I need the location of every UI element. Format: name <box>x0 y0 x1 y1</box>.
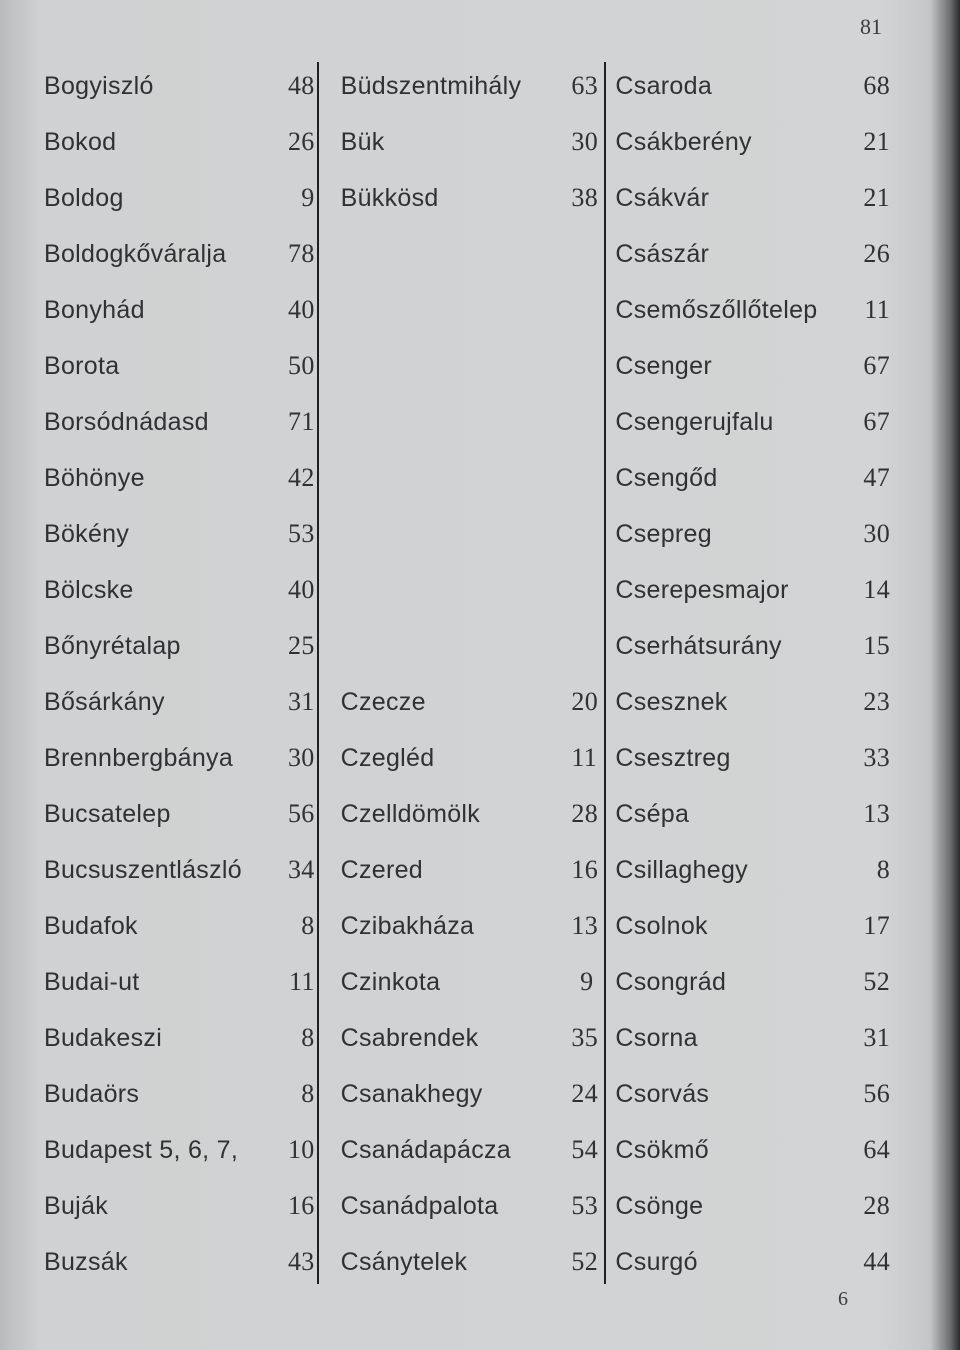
page-ref: 43 <box>288 1247 315 1276</box>
place-name: Bőnyrétalap <box>44 631 181 660</box>
page-ref: 24 <box>571 1079 599 1108</box>
place-name: Csabrendek <box>340 1023 479 1052</box>
place-name: Bökény <box>44 519 130 548</box>
page-ref: 42 <box>288 463 315 492</box>
place-name: Büdszentmihály <box>340 71 522 100</box>
page-ref: 15 <box>863 631 890 660</box>
page-ref: 31 <box>288 687 315 716</box>
place-name: Boldogkőváralja <box>44 239 227 268</box>
page-ref: 33 <box>863 743 891 772</box>
page-ref: 64 <box>863 1135 891 1164</box>
index-row <box>44 338 890 394</box>
place-name: Cserhátsurány <box>615 631 782 660</box>
page-ref: 9 <box>301 183 315 212</box>
index-row <box>44 1122 890 1178</box>
page-ref: 56 <box>863 1079 891 1108</box>
page-ref: 78 <box>288 239 315 268</box>
place-name: Boldog <box>44 183 124 212</box>
place-name: Böhönye <box>44 463 145 492</box>
index-row <box>44 58 890 114</box>
place-name: Csökmő <box>615 1135 709 1164</box>
place-name: Czibakháza <box>340 911 475 940</box>
page-ref: 26 <box>863 239 890 268</box>
index-row <box>44 730 890 786</box>
place-name: Csengerujfalu <box>615 407 774 436</box>
place-name: Bucsatelep <box>44 799 171 828</box>
page-ref: 30 <box>288 743 315 772</box>
place-name: Bucsuszentlászló <box>44 855 242 884</box>
page-ref: 50 <box>288 351 315 380</box>
page-ref: 44 <box>863 1247 891 1276</box>
place-name: Borota <box>44 351 120 380</box>
page-ref: 68 <box>863 71 891 100</box>
page-ref: 8 <box>876 855 891 884</box>
place-name: Bogyiszló <box>44 71 154 100</box>
page-ref: 21 <box>863 127 891 156</box>
place-name: Csönge <box>615 1191 704 1220</box>
place-name: Csenger <box>615 351 712 380</box>
place-name: Csanádapácza <box>340 1135 511 1164</box>
page-ref: 23 <box>863 687 891 716</box>
page-ref: 26 <box>288 127 315 156</box>
page-ref: 71 <box>288 407 315 436</box>
place-name: Budai-ut <box>44 967 140 996</box>
signature-mark: 6 <box>838 1288 848 1310</box>
place-name: Buják <box>44 1191 109 1220</box>
page-number: 81 <box>860 14 882 39</box>
place-name: Császár <box>615 239 710 268</box>
page-ref: 11 <box>571 743 598 772</box>
place-name: Csanádpalota <box>340 1191 499 1220</box>
place-name: Bonyhád <box>44 295 145 324</box>
index-row <box>44 562 890 618</box>
page-ref: 52 <box>571 1247 599 1276</box>
page-ref: 14 <box>863 575 890 604</box>
place-name: Csesznek <box>615 687 728 716</box>
index-row <box>44 226 890 282</box>
page-ref: 28 <box>863 1191 891 1220</box>
page-ref: 13 <box>571 911 599 940</box>
page-ref: 28 <box>571 799 599 828</box>
place-name: Budapest 5, 6, 7, <box>44 1135 239 1164</box>
page-ref: 30 <box>571 127 599 156</box>
page-ref: 40 <box>288 295 315 324</box>
page-ref: 11 <box>864 295 890 324</box>
place-index-table <box>44 58 890 1290</box>
page-ref: 53 <box>571 1191 599 1220</box>
page-ref: 47 <box>863 463 890 492</box>
page-ref: 30 <box>863 519 890 548</box>
page-ref: 16 <box>571 855 599 884</box>
place-name: Bokod <box>44 127 117 156</box>
page-ref: 8 <box>301 911 315 940</box>
index-row <box>44 170 890 226</box>
place-name: Csesztreg <box>615 743 731 772</box>
page-ref: 35 <box>571 1023 599 1052</box>
place-name: Budaörs <box>44 1079 140 1108</box>
index-row <box>44 842 890 898</box>
page-ref: 8 <box>301 1079 315 1108</box>
page-ref: 56 <box>288 799 315 828</box>
place-name: Csánytelek <box>340 1247 468 1276</box>
place-name: Cserepesmajor <box>615 575 789 604</box>
page-ref: 16 <box>288 1191 315 1220</box>
place-name: Czelldömölk <box>340 799 481 828</box>
page-ref: 53 <box>288 519 315 548</box>
place-name: Csákvár <box>615 183 710 212</box>
page-ref: 31 <box>863 1023 891 1052</box>
place-name: Csongrád <box>615 967 727 996</box>
index-row <box>44 1234 890 1290</box>
place-name: Czecze <box>340 687 426 716</box>
place-name: Csaroda <box>615 71 713 100</box>
place-name: Czered <box>340 855 424 884</box>
page-ref: 63 <box>571 71 599 100</box>
index-row <box>44 114 890 170</box>
page-ref: 13 <box>863 799 891 828</box>
index-row <box>44 1178 890 1234</box>
index-row <box>44 450 890 506</box>
place-name: Csurgó <box>615 1247 698 1276</box>
page-ref: 25 <box>288 631 315 660</box>
index-row <box>44 786 890 842</box>
place-name: Csépa <box>615 799 690 828</box>
page-ref: 9 <box>580 967 594 996</box>
page-ref: 20 <box>571 687 599 716</box>
page-ref: 8 <box>301 1023 315 1052</box>
page-ref: 34 <box>288 855 315 884</box>
page-ref: 17 <box>863 911 891 940</box>
place-name: Csepreg <box>615 519 712 548</box>
page-ref: 67 <box>863 351 890 380</box>
page-ref: 40 <box>288 575 315 604</box>
place-name: Buzsák <box>44 1247 128 1276</box>
place-name: Csanakhegy <box>340 1079 483 1108</box>
page-ref: 67 <box>863 407 890 436</box>
place-name: Czegléd <box>340 743 435 772</box>
index-row <box>44 618 890 674</box>
place-name: Budafok <box>44 911 138 940</box>
place-name: Bük <box>340 127 385 156</box>
place-name: Csákberény <box>615 127 752 156</box>
place-name: Csorna <box>615 1023 698 1052</box>
page-ref: 21 <box>863 183 891 212</box>
place-name: Csolnok <box>615 911 708 940</box>
index-row <box>44 674 890 730</box>
index-row <box>44 1010 890 1066</box>
index-row <box>44 394 890 450</box>
place-name: Csorvás <box>615 1079 710 1108</box>
page-ref: 10 <box>288 1135 315 1164</box>
place-name: Borsódnádasd <box>44 407 209 436</box>
place-name: Bükkösd <box>340 183 439 212</box>
page-ref: 11 <box>289 967 315 996</box>
index-row <box>44 1066 890 1122</box>
index-row <box>44 506 890 562</box>
page-ref: 38 <box>571 183 599 212</box>
place-name: Csillaghegy <box>615 855 748 884</box>
page-ref: 48 <box>288 71 315 100</box>
index-row <box>44 954 890 1010</box>
place-name: Brennbergbánya <box>44 743 234 772</box>
place-name: Bölcske <box>44 575 134 604</box>
index-row <box>44 282 890 338</box>
place-name: Csengőd <box>615 463 718 492</box>
place-name: Csemőszőllőtelep <box>615 295 818 324</box>
page-ref: 54 <box>571 1135 599 1164</box>
place-name: Bősárkány <box>44 687 165 716</box>
place-name: Budakeszi <box>44 1023 163 1052</box>
index-row <box>44 898 890 954</box>
place-name: Czinkota <box>340 967 441 996</box>
page-ref: 52 <box>863 967 890 996</box>
